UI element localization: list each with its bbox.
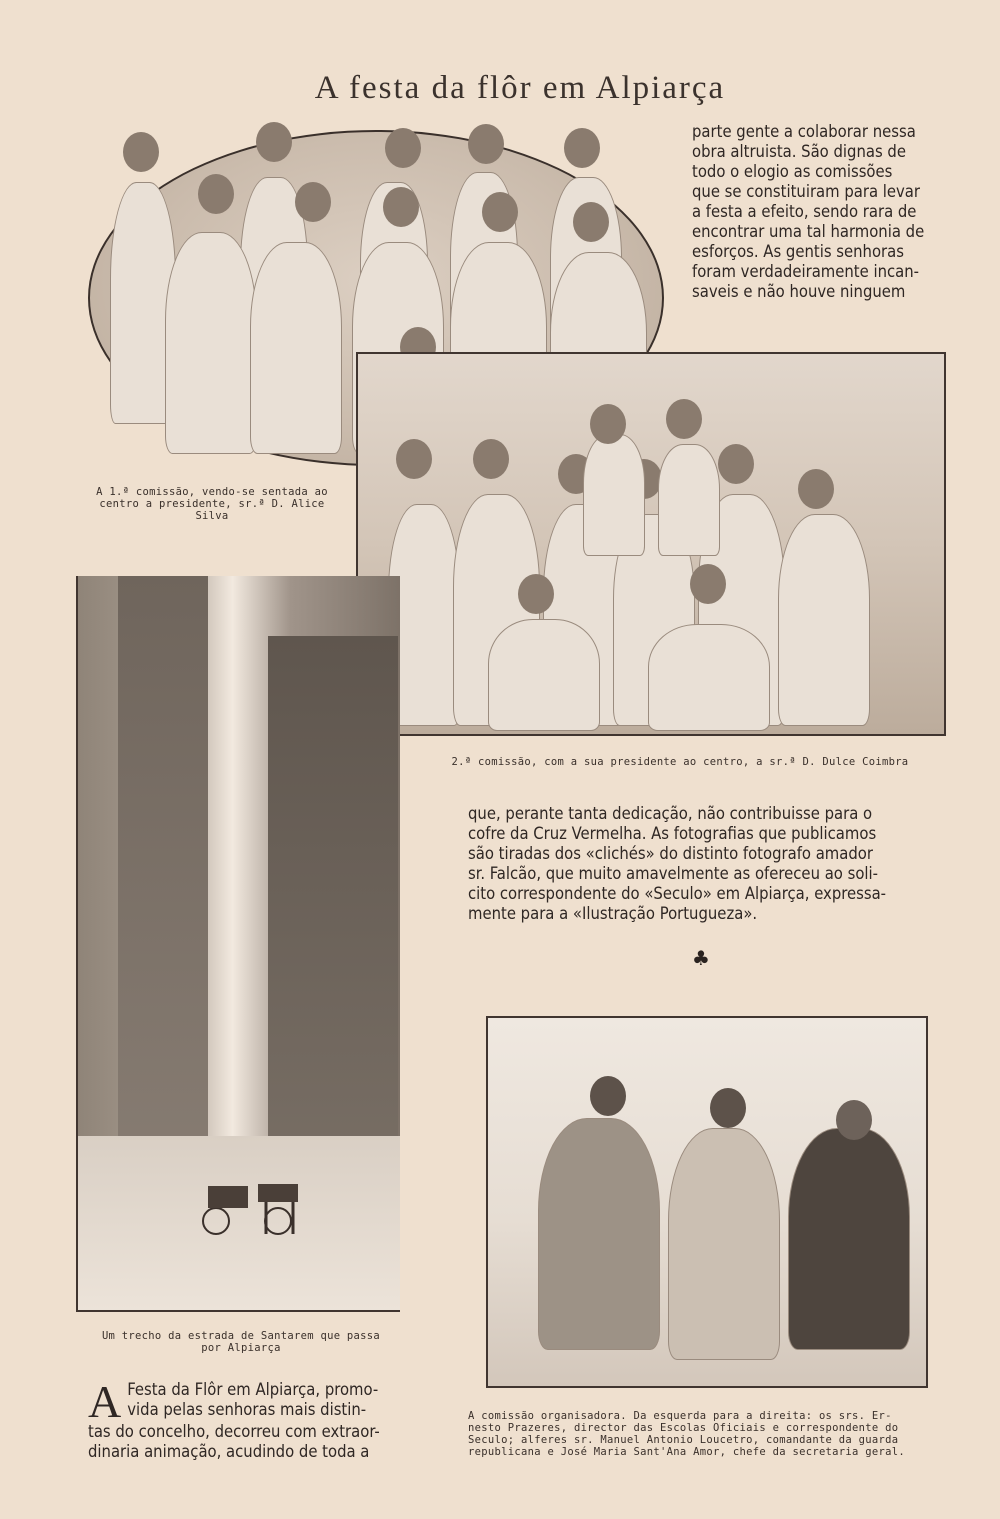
caption-organizing [468, 1410, 948, 1458]
article-column-mid [468, 804, 950, 924]
text-line: saveis e não houve ninguem [692, 282, 906, 301]
caption-line: A comissão organisadora. Da esquerda para a direita: os srs. Er- [468, 1410, 892, 1422]
second-commission-photo [356, 352, 946, 736]
text-line: esforços. As gentis senhoras [692, 242, 904, 261]
club-ornament-icon: ♣ [692, 946, 710, 970]
text-line: encontrar uma tal harmonia de [692, 222, 925, 241]
article-intro [88, 1376, 408, 1462]
article-title: A festa da flôr em Alpiarça [314, 70, 726, 106]
organizing-commission-photo [486, 1016, 928, 1388]
text-line: vida pelas senhoras mais distin- [127, 1400, 367, 1419]
text-line: todo o elogio as comissões [692, 162, 893, 181]
text-line: parte gente a colaborar nessa [692, 122, 916, 141]
text-line: cofre da Cruz Vermelha. As fotografias que publicamos [468, 824, 877, 843]
text-line: dinaria animação, acudindo de toda a [88, 1442, 370, 1461]
caption-line: Silva [195, 510, 229, 522]
text-line: mente para a «Ilustração Portugueza». [468, 904, 758, 923]
text-line: obra altruista. São dignas de [692, 142, 906, 161]
carriage-icon [198, 1166, 318, 1246]
drop-cap: A [88, 1376, 122, 1427]
caption-line: republicana e José Maria Sant'Ana Amor, chefe da secretaria geral. [468, 1446, 906, 1458]
caption-line: A 1.ª comissão, vendo-se sentada ao [96, 486, 328, 498]
text-line: tas do concelho, decorreu com extraor- [88, 1422, 380, 1441]
caption-line: nesto Prazeres, director das Escolas Oficiais e correspondente do [468, 1422, 899, 1434]
caption-line: Um trecho da estrada de Santarem que passa [101, 1330, 381, 1342]
road-photo [76, 576, 400, 1312]
text-line: Festa da Flôr em Alpiarça, promo- [127, 1380, 379, 1399]
caption-first-commission [86, 486, 338, 522]
text-line: cito correspondente do «Seculo» em Alpiarça, expressa- [468, 884, 887, 903]
text-line: que, perante tanta dedicação, não contribuisse para o [468, 804, 873, 823]
caption-road [76, 1330, 406, 1354]
text-line: a festa a efeito, sendo rara de [692, 202, 917, 221]
text-line: que se constituiram para levar [692, 182, 920, 201]
text-line: sr. Falcão, que muito amavelmente as ofereceu ao soli- [468, 864, 879, 883]
caption-line: por Alpiarça [201, 1342, 281, 1354]
caption-line: centro a presidente, sr.ª D. Alice [99, 498, 325, 510]
caption-line: Seculo; alferes sr. Manuel Antonio Loucetro, comandante da guarda [468, 1434, 899, 1446]
text-line: são tiradas dos «clichés» do distinto fotografo amador [468, 844, 873, 863]
text-line: foram verdadeiramente incan- [692, 262, 920, 281]
article-column-top [692, 122, 948, 302]
caption-second-commission: 2.ª comissão, com a sua presidente ao centro, a sr.ª D. Dulce Coimbra [451, 756, 909, 768]
